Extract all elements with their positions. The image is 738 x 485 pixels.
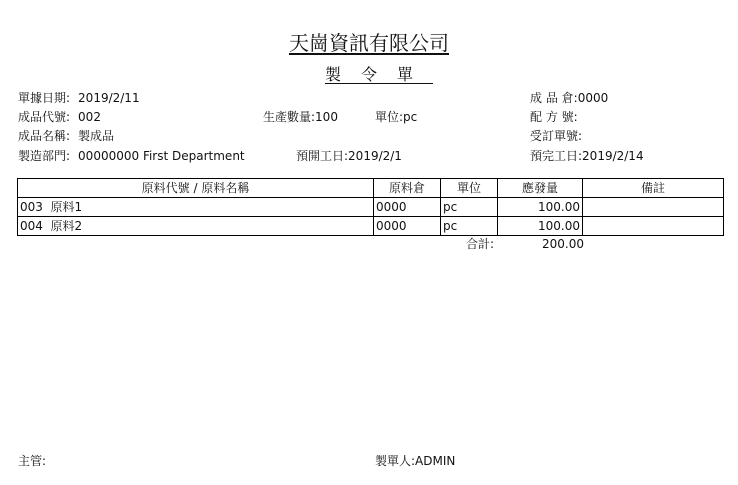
material-cell: 003 原料1 [18,198,374,217]
column-header-note: 備註 [583,179,724,198]
unit-cell: pc [441,217,498,236]
unit-label: 單位: [375,110,404,124]
formula-label: 配 方 號: [530,110,578,124]
maker-value: ADMIN [415,454,456,468]
doc-date-field [18,91,140,106]
column-header-unit: 單位 [441,179,498,198]
note-cell [583,198,724,217]
doc-date-value: 2019/2/11 [78,91,140,105]
materials-table [17,178,724,236]
column-header-warehouse: 原料倉 [374,179,441,198]
column-header-qty: 應發量 [498,179,583,198]
planned-finish-field [530,149,644,164]
order-label: 受訂單號: [530,129,583,143]
product-code-field [18,110,101,125]
total-value: 200.00 [542,237,584,251]
note-cell [583,217,724,236]
unit-value: pc [403,110,418,124]
planned-start-label: 預開工日: [296,149,349,163]
formula-field [530,110,578,125]
dept-field [18,149,245,164]
qty-cell: 100.00 [498,198,583,217]
product-name-value: 製成品 [78,129,115,143]
material-cell: 004 原料2 [18,217,374,236]
warehouse-cell: 0000 [374,217,441,236]
unit-cell: pc [441,198,498,217]
product-code-label: 成品代號: [18,110,71,124]
warehouse-value: 0000 [577,91,609,105]
supervisor-label: 主管: [18,454,47,468]
qty-value: 100 [315,110,338,124]
planned-start-field [296,149,402,164]
maker-field [375,454,455,469]
dept-label: 製造部門: [18,149,71,163]
planned-finish-value: 2019/2/14 [582,149,644,163]
product-code-value: 002 [78,110,101,124]
column-header-material: 原料代號 / 原料名稱 [18,179,374,198]
maker-label: 製單人: [375,454,416,468]
supervisor-field [18,454,46,469]
total-label: 合計: [466,237,495,251]
document-title: 製令單 [324,65,433,84]
qty-cell: 100.00 [498,217,583,236]
order-field [530,129,582,144]
product-name-label: 成品名稱: [18,129,71,143]
planned-start-value: 2019/2/1 [348,149,402,163]
qty-label: 生產數量: [263,110,316,124]
company-name: 天崗資訊有限公司 [289,31,449,55]
unit-field [375,110,417,125]
warehouse-field [530,91,608,106]
table-header-row [18,179,724,198]
doc-date-label: 單據日期: [18,91,71,105]
table-row [18,217,724,236]
planned-finish-label: 預完工日: [530,149,583,163]
dept-value: 00000000 First Department [78,149,245,163]
table-row [18,198,724,217]
warehouse-label: 成 品 倉: [530,91,578,105]
product-name-field [18,129,114,144]
warehouse-cell: 0000 [374,198,441,217]
qty-field [263,110,338,125]
